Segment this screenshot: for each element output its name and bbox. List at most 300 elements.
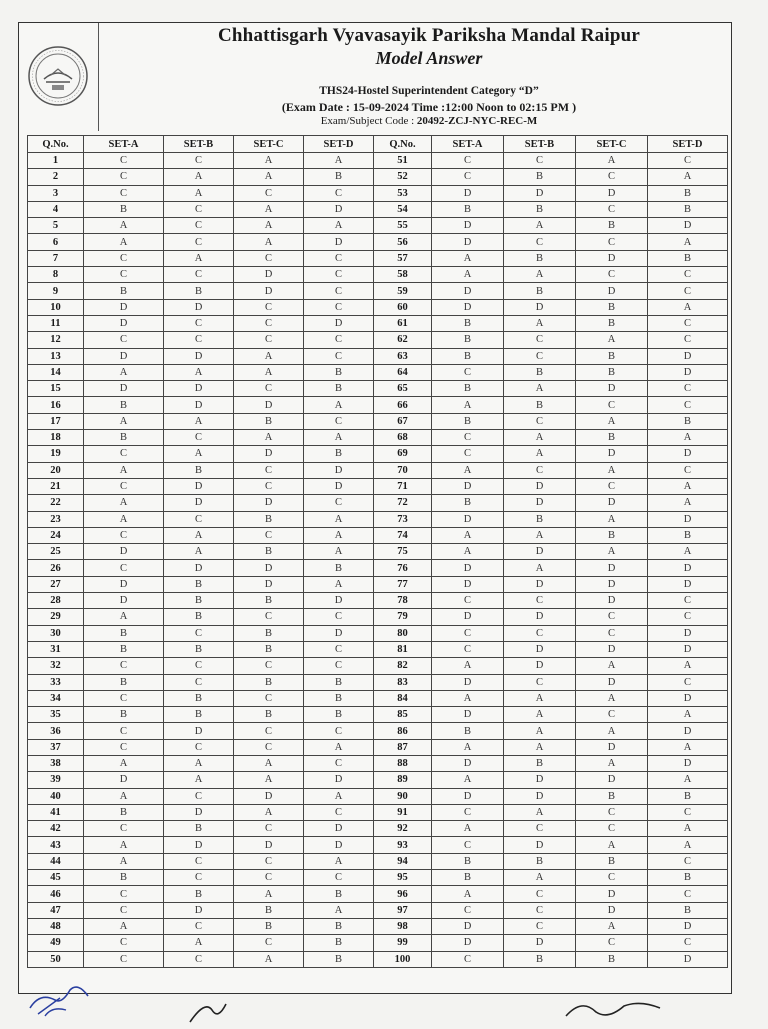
answer-cell: D: [648, 951, 728, 967]
answer-cell: C: [504, 918, 576, 934]
answer-cell: C: [648, 381, 728, 397]
answer-cell: D: [648, 641, 728, 657]
answer-cell: C: [234, 935, 304, 951]
answer-cell: C: [234, 658, 304, 674]
answer-cell: D: [648, 723, 728, 739]
answer-cell: B: [164, 707, 234, 723]
answer-cell: A: [576, 413, 648, 429]
answer-cell: A: [234, 218, 304, 234]
answer-cell: D: [304, 201, 374, 217]
column-header: Q.No.: [374, 136, 432, 153]
answer-cell: A: [504, 267, 576, 283]
answer-cell: A: [164, 527, 234, 543]
answer-cell: A: [648, 478, 728, 494]
table-row: [28, 185, 728, 201]
answer-cell: B: [164, 641, 234, 657]
answer-cell: C: [304, 870, 374, 886]
question-number-cell: 34: [28, 690, 84, 706]
answer-cell: A: [304, 397, 374, 413]
answer-cell: C: [84, 821, 164, 837]
answer-cell: A: [648, 772, 728, 788]
answer-cell: A: [504, 723, 576, 739]
question-number-cell: 55: [374, 218, 432, 234]
question-number-cell: 33: [28, 674, 84, 690]
answer-cell: D: [432, 674, 504, 690]
question-number-cell: 68: [374, 430, 432, 446]
answer-cell: C: [304, 348, 374, 364]
table-row: [28, 250, 728, 266]
answer-cell: C: [576, 234, 648, 250]
question-number-cell: 71: [374, 478, 432, 494]
answer-cell: B: [648, 870, 728, 886]
answer-cell: B: [432, 853, 504, 869]
exam-code-value: 20492-ZCJ-NYC-REC-M: [416, 115, 538, 127]
answer-cell: D: [84, 593, 164, 609]
answer-cell: A: [432, 267, 504, 283]
answer-cell: B: [432, 495, 504, 511]
answer-cell: B: [84, 397, 164, 413]
document-subtitle: Model Answer: [375, 48, 483, 68]
answer-cell: A: [84, 462, 164, 478]
answer-cell: C: [576, 821, 648, 837]
answer-cell: D: [164, 902, 234, 918]
answer-cell: C: [234, 609, 304, 625]
answer-cell: C: [84, 185, 164, 201]
answer-cell: D: [304, 593, 374, 609]
answer-cell: C: [648, 153, 728, 169]
answer-cell: B: [84, 430, 164, 446]
answer-cell: A: [234, 169, 304, 185]
answer-cell: C: [432, 951, 504, 967]
answer-cell: D: [648, 560, 728, 576]
answer-cell: C: [164, 658, 234, 674]
answer-cell: D: [576, 593, 648, 609]
answer-cell: A: [304, 853, 374, 869]
table-row: [28, 544, 728, 560]
answer-cell: B: [234, 625, 304, 641]
answer-cell: B: [576, 788, 648, 804]
answer-cell: D: [648, 918, 728, 934]
answer-cell: C: [504, 332, 576, 348]
answer-cell: C: [304, 804, 374, 820]
question-number-cell: 87: [374, 739, 432, 755]
answer-cell: A: [84, 755, 164, 771]
answer-cell: B: [504, 201, 576, 217]
answer-cell: C: [648, 804, 728, 820]
question-number-cell: 24: [28, 527, 84, 543]
question-number-cell: 6: [28, 234, 84, 250]
answer-cell: C: [304, 495, 374, 511]
answer-cell: C: [648, 886, 728, 902]
answer-cell: D: [234, 267, 304, 283]
answer-cell: C: [648, 935, 728, 951]
answer-cell: C: [648, 315, 728, 331]
question-number-cell: 25: [28, 544, 84, 560]
answer-cell: A: [84, 495, 164, 511]
answer-cell: B: [304, 951, 374, 967]
column-header: SET-B: [164, 136, 234, 153]
answer-cell: B: [504, 250, 576, 266]
answer-cell: B: [576, 348, 648, 364]
answer-cell: D: [504, 658, 576, 674]
table-row: [28, 625, 728, 641]
question-number-cell: 74: [374, 527, 432, 543]
question-number-cell: 30: [28, 625, 84, 641]
answer-cell: D: [164, 837, 234, 853]
table-row: [28, 723, 728, 739]
exam-title: THS24-Hostel Superintendent Category “D”: [319, 85, 539, 97]
answer-cell: A: [504, 707, 576, 723]
answer-cell: B: [234, 511, 304, 527]
table-row: [28, 739, 728, 755]
question-number-cell: 94: [374, 853, 432, 869]
answer-cell: A: [576, 755, 648, 771]
answer-cell: C: [432, 446, 504, 462]
table-header-row: [28, 136, 728, 153]
answer-cell: B: [84, 283, 164, 299]
answer-cell: D: [504, 788, 576, 804]
question-number-cell: 84: [374, 690, 432, 706]
answer-cell: D: [304, 625, 374, 641]
answer-cell: C: [648, 267, 728, 283]
sheet-header: [19, 23, 730, 131]
answer-cell: C: [304, 413, 374, 429]
answer-cell: B: [234, 593, 304, 609]
answer-cell: A: [84, 511, 164, 527]
answer-cell: D: [84, 299, 164, 315]
answer-cell: D: [576, 886, 648, 902]
answer-cell: D: [504, 544, 576, 560]
answer-cell: C: [164, 267, 234, 283]
answer-cell: B: [304, 560, 374, 576]
question-number-cell: 61: [374, 315, 432, 331]
answer-cell: A: [432, 658, 504, 674]
answer-cell: D: [504, 299, 576, 315]
answer-cell: A: [234, 804, 304, 820]
answer-cell: C: [84, 527, 164, 543]
answer-cell: B: [576, 315, 648, 331]
answer-cell: A: [648, 234, 728, 250]
answer-cell: D: [234, 576, 304, 592]
answer-cell: C: [304, 658, 374, 674]
answer-cell: C: [576, 201, 648, 217]
question-number-cell: 14: [28, 364, 84, 380]
answer-cell: B: [84, 707, 164, 723]
answer-cell: A: [504, 690, 576, 706]
answer-cell: B: [576, 430, 648, 446]
answer-cell: D: [84, 772, 164, 788]
table-row: [28, 918, 728, 934]
answer-cell: A: [576, 511, 648, 527]
question-number-cell: 93: [374, 837, 432, 853]
table-row: [28, 886, 728, 902]
answer-cell: D: [164, 299, 234, 315]
table-row: [28, 364, 728, 380]
answer-cell: A: [432, 462, 504, 478]
answer-cell: C: [234, 690, 304, 706]
answer-cell: D: [648, 625, 728, 641]
answer-cell: A: [576, 918, 648, 934]
question-number-cell: 54: [374, 201, 432, 217]
answer-cell: C: [432, 153, 504, 169]
table-row: [28, 218, 728, 234]
answer-cell: C: [504, 234, 576, 250]
answer-cell: B: [164, 593, 234, 609]
answer-cell: C: [432, 902, 504, 918]
answer-cell: B: [84, 625, 164, 641]
question-number-cell: 81: [374, 641, 432, 657]
answer-cell: C: [304, 609, 374, 625]
table-row: [28, 430, 728, 446]
question-number-cell: 18: [28, 430, 84, 446]
answer-cell: B: [84, 870, 164, 886]
answer-cell: D: [576, 185, 648, 201]
question-number-cell: 70: [374, 462, 432, 478]
table-row: [28, 234, 728, 250]
table-row: [28, 153, 728, 169]
answer-cell: A: [432, 886, 504, 902]
answer-cell: D: [432, 576, 504, 592]
answer-cell: A: [304, 544, 374, 560]
answer-cell: C: [648, 283, 728, 299]
answer-cell: C: [164, 430, 234, 446]
answer-cell: C: [234, 332, 304, 348]
answer-cell: C: [576, 267, 648, 283]
answer-cell: C: [576, 478, 648, 494]
table-row: [28, 169, 728, 185]
answer-cell: C: [164, 951, 234, 967]
answer-cell: B: [504, 283, 576, 299]
answer-cell: B: [504, 951, 576, 967]
answer-cell: C: [432, 804, 504, 820]
table-row: [28, 527, 728, 543]
answer-cell: B: [304, 886, 374, 902]
answer-cell: A: [576, 544, 648, 560]
answer-cell: B: [304, 918, 374, 934]
answer-cell: A: [234, 430, 304, 446]
answer-cell: C: [504, 886, 576, 902]
answer-cell: C: [84, 267, 164, 283]
answer-cell: C: [576, 935, 648, 951]
answer-cell: B: [576, 364, 648, 380]
table-row: [28, 707, 728, 723]
question-number-cell: 37: [28, 739, 84, 755]
question-number-cell: 99: [374, 935, 432, 951]
question-number-cell: 19: [28, 446, 84, 462]
answer-cell: A: [576, 723, 648, 739]
answer-cell: B: [234, 674, 304, 690]
table-row: [28, 788, 728, 804]
answer-cell: B: [164, 462, 234, 478]
answer-cell: D: [304, 315, 374, 331]
answer-cell: D: [164, 348, 234, 364]
table-row: [28, 576, 728, 592]
answer-cell: C: [164, 788, 234, 804]
answer-cell: A: [84, 788, 164, 804]
answer-cell: D: [648, 576, 728, 592]
question-number-cell: 7: [28, 250, 84, 266]
question-number-cell: 78: [374, 593, 432, 609]
answer-cell: C: [504, 413, 576, 429]
answer-cell: B: [304, 690, 374, 706]
question-number-cell: 48: [28, 918, 84, 934]
answer-cell: A: [648, 169, 728, 185]
column-header: SET-C: [576, 136, 648, 153]
answer-cell: A: [234, 886, 304, 902]
table-row: [28, 332, 728, 348]
answer-cell: A: [164, 755, 234, 771]
answer-cell: D: [432, 707, 504, 723]
answer-cell: B: [432, 870, 504, 886]
question-number-cell: 8: [28, 267, 84, 283]
answer-cell: A: [164, 446, 234, 462]
answer-cell: B: [504, 169, 576, 185]
table-row: [28, 902, 728, 918]
answer-cell: A: [84, 234, 164, 250]
question-number-cell: 12: [28, 332, 84, 348]
answer-cell: A: [432, 527, 504, 543]
answer-cell: A: [504, 560, 576, 576]
question-number-cell: 52: [374, 169, 432, 185]
question-number-cell: 42: [28, 821, 84, 837]
answer-cell: C: [648, 593, 728, 609]
answer-cell: A: [84, 218, 164, 234]
answer-cell: C: [304, 641, 374, 657]
answer-cell: D: [84, 381, 164, 397]
answer-cell: C: [576, 625, 648, 641]
answer-cell: C: [432, 625, 504, 641]
answer-cell: B: [234, 413, 304, 429]
answer-cell: B: [648, 185, 728, 201]
answer-cell: C: [84, 478, 164, 494]
answer-cell: A: [648, 495, 728, 511]
question-number-cell: 15: [28, 381, 84, 397]
answer-cell: D: [576, 381, 648, 397]
answer-cell: B: [648, 201, 728, 217]
answer-cell: C: [84, 153, 164, 169]
question-number-cell: 29: [28, 609, 84, 625]
answer-cell: D: [432, 478, 504, 494]
answer-cell: A: [432, 739, 504, 755]
answer-cell: D: [504, 495, 576, 511]
question-number-cell: 23: [28, 511, 84, 527]
answer-cell: A: [304, 739, 374, 755]
answer-cell: B: [576, 951, 648, 967]
answer-cell: C: [84, 250, 164, 266]
answer-cell: C: [164, 153, 234, 169]
column-header: SET-C: [234, 136, 304, 153]
answer-cell: D: [504, 478, 576, 494]
answer-cell: C: [164, 625, 234, 641]
answer-cell: A: [164, 169, 234, 185]
answer-cell: A: [304, 511, 374, 527]
answer-cell: C: [432, 837, 504, 853]
answer-cell: D: [576, 250, 648, 266]
answer-cell: A: [648, 658, 728, 674]
answer-cell: C: [164, 315, 234, 331]
question-number-cell: 31: [28, 641, 84, 657]
exam-date: (Exam Date : 15-09-2024 Time :12:00 Noon to 02:15 PM ): [281, 100, 577, 114]
table-row: [28, 299, 728, 315]
table-row: [28, 837, 728, 853]
answer-cell: A: [164, 413, 234, 429]
table-row: [28, 413, 728, 429]
answer-cell: C: [84, 560, 164, 576]
column-header: SET-B: [504, 136, 576, 153]
table-row: [28, 690, 728, 706]
table-row: [28, 821, 728, 837]
answer-cell: C: [164, 918, 234, 934]
answer-cell: D: [432, 918, 504, 934]
answer-cell: C: [504, 821, 576, 837]
answer-cell: A: [164, 935, 234, 951]
answer-cell: C: [504, 625, 576, 641]
answer-cell: D: [432, 185, 504, 201]
answer-cell: A: [304, 576, 374, 592]
answer-cell: D: [234, 446, 304, 462]
answer-cell: C: [304, 283, 374, 299]
question-number-cell: 20: [28, 462, 84, 478]
answer-cell: C: [234, 250, 304, 266]
answer-cell: D: [164, 495, 234, 511]
answer-cell: A: [234, 951, 304, 967]
table-row: [28, 446, 728, 462]
question-number-cell: 46: [28, 886, 84, 902]
answer-cell: A: [648, 739, 728, 755]
question-number-cell: 57: [374, 250, 432, 266]
answer-key-table: [27, 135, 728, 968]
answer-cell: B: [576, 218, 648, 234]
answer-cell: C: [164, 218, 234, 234]
question-number-cell: 13: [28, 348, 84, 364]
answer-cell: C: [648, 397, 728, 413]
answer-cell: B: [164, 886, 234, 902]
table-row: [28, 201, 728, 217]
answer-cell: A: [164, 772, 234, 788]
answer-cell: D: [304, 821, 374, 837]
answer-cell: C: [164, 674, 234, 690]
answer-cell: C: [164, 511, 234, 527]
question-number-cell: 1: [28, 153, 84, 169]
answer-cell: D: [576, 560, 648, 576]
answer-cell: A: [576, 153, 648, 169]
table-row: [28, 511, 728, 527]
answer-cell: C: [84, 902, 164, 918]
answer-cell: C: [84, 169, 164, 185]
answer-cell: A: [504, 527, 576, 543]
answer-cell: C: [504, 593, 576, 609]
question-number-cell: 16: [28, 397, 84, 413]
question-number-cell: 49: [28, 935, 84, 951]
answer-cell: B: [164, 821, 234, 837]
question-number-cell: 85: [374, 707, 432, 723]
table-row: [28, 315, 728, 331]
answer-cell: D: [648, 755, 728, 771]
answer-cell: A: [576, 332, 648, 348]
answer-cell: B: [648, 902, 728, 918]
answer-cell: B: [504, 511, 576, 527]
column-header: SET-D: [304, 136, 374, 153]
answer-cell: A: [504, 739, 576, 755]
answer-cell: D: [432, 218, 504, 234]
answer-cell: B: [304, 169, 374, 185]
question-number-cell: 82: [374, 658, 432, 674]
answer-cell: B: [234, 918, 304, 934]
answer-cell: C: [84, 886, 164, 902]
answer-cell: B: [84, 804, 164, 820]
question-number-cell: 72: [374, 495, 432, 511]
question-number-cell: 59: [374, 283, 432, 299]
